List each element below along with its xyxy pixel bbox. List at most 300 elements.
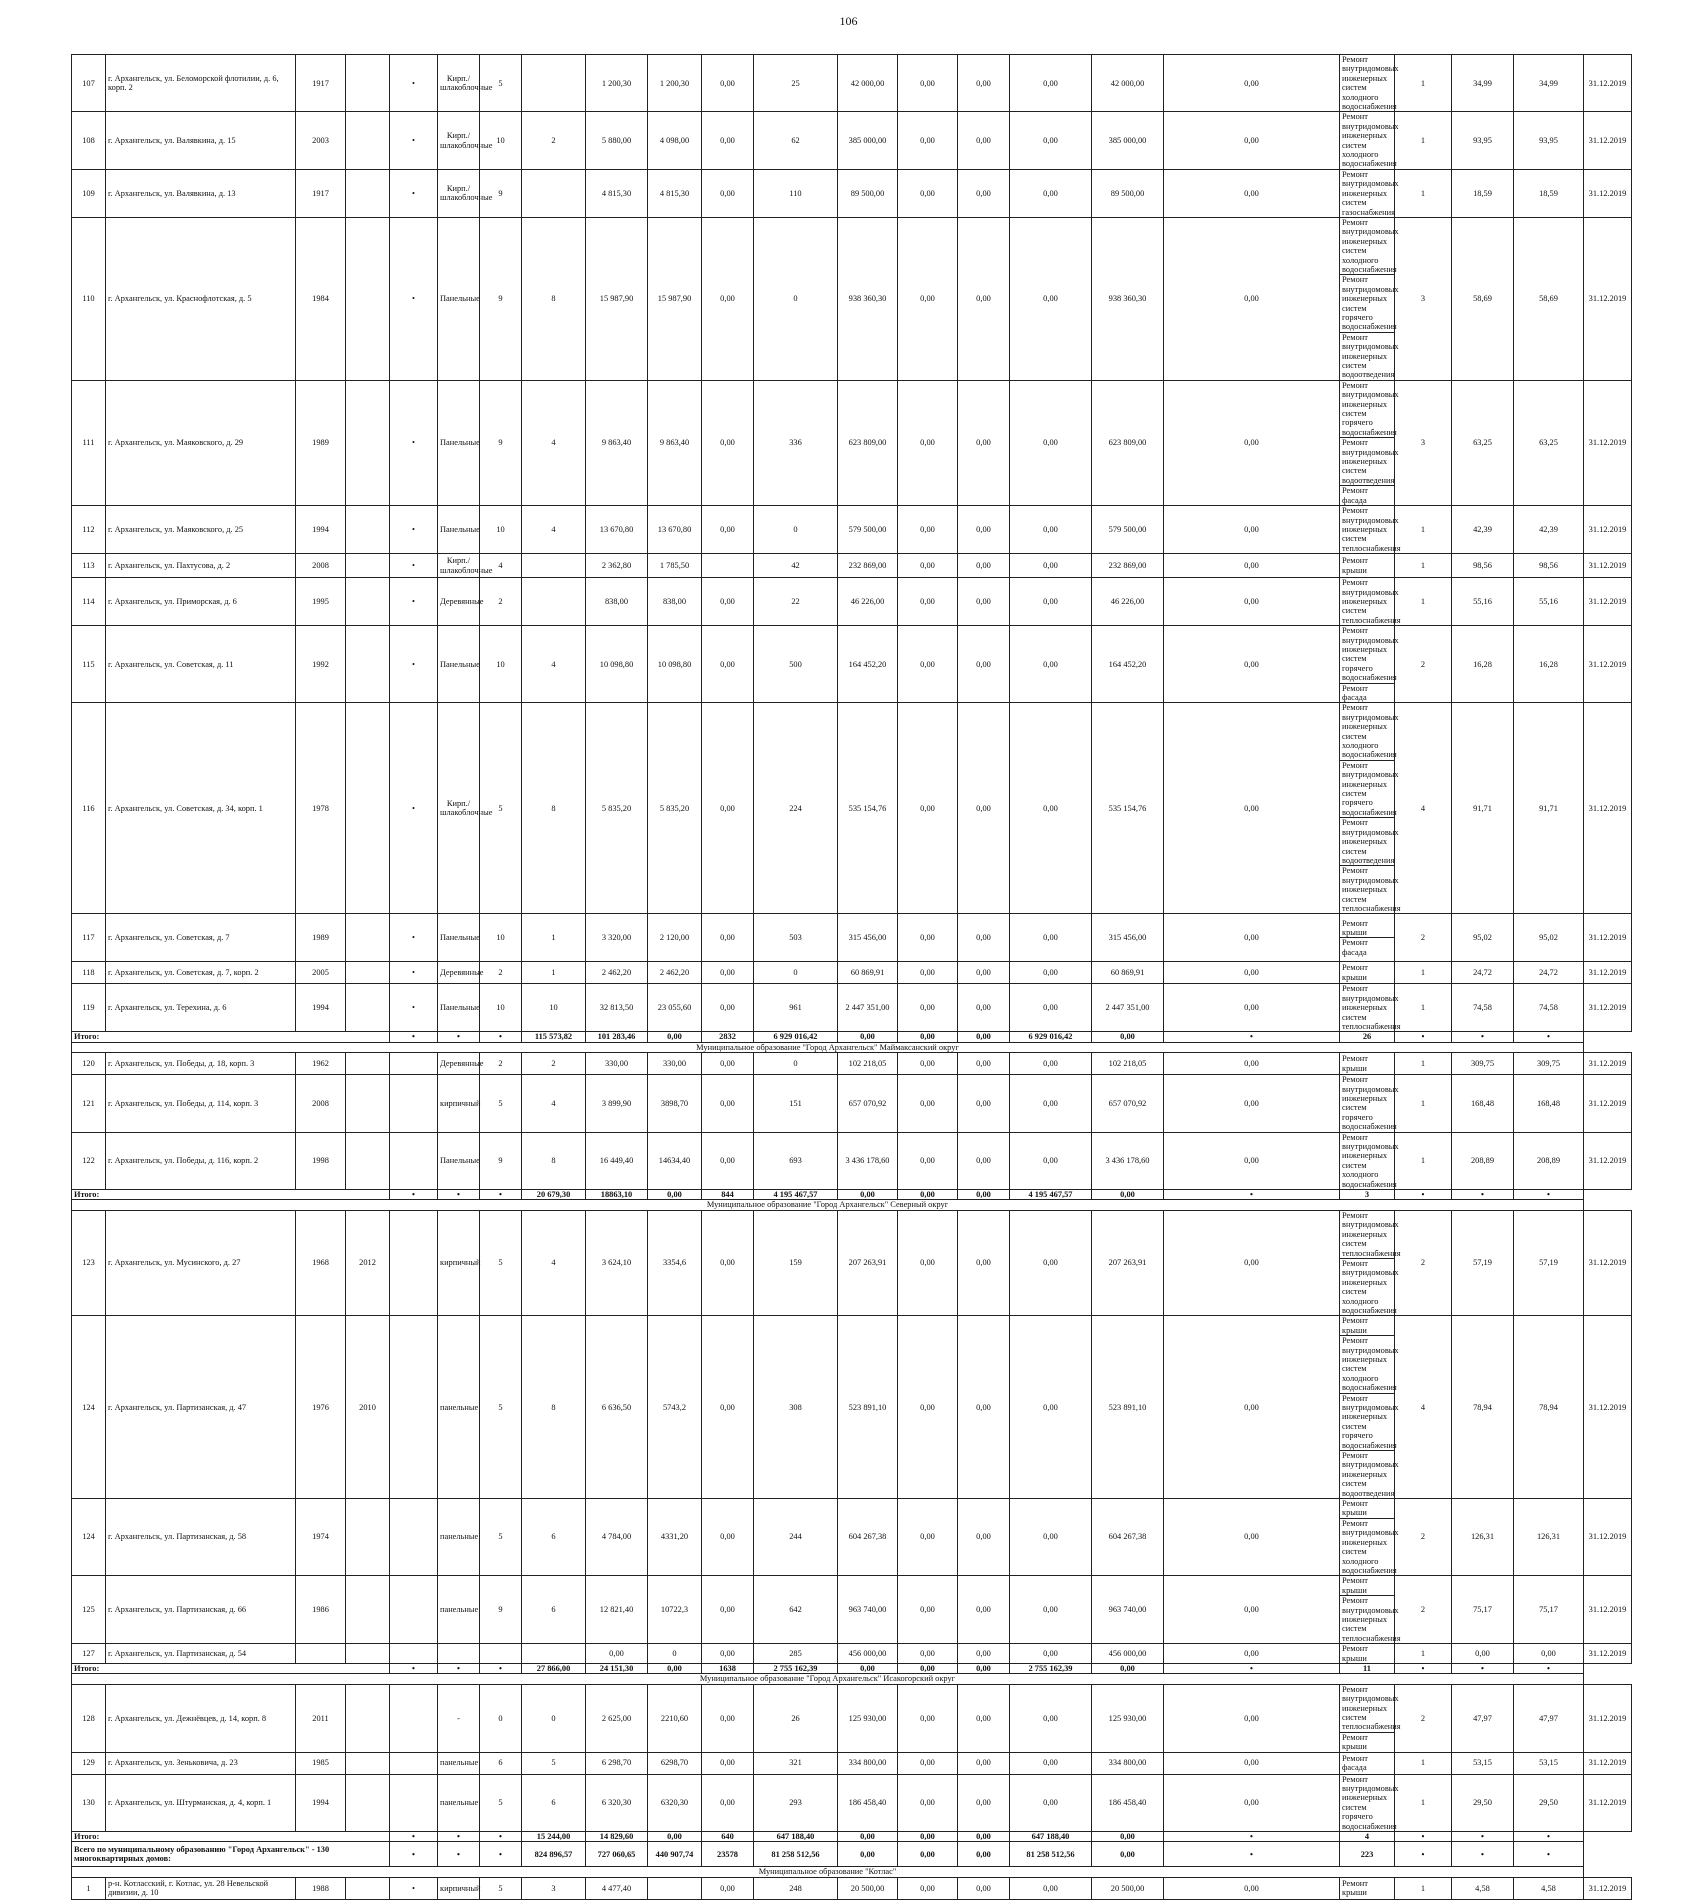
work-item: Ремонт крыши xyxy=(1342,1576,1368,1595)
work-item: Ремонт крыши xyxy=(1342,963,1368,982)
max-unit-cost-cell: 24,72 xyxy=(1514,962,1584,984)
row-number: 120 xyxy=(72,1053,106,1075)
marker-cell: • xyxy=(390,554,438,578)
row-number: 127 xyxy=(72,1644,106,1664)
total-cell-p: 1638 xyxy=(702,1663,754,1673)
row-number: 110 xyxy=(72,217,106,380)
residential-area-cell: 5743,2 xyxy=(648,1316,702,1499)
work-item: Ремонт внутридомовых инженерных систем холодного водоснабжения xyxy=(1342,1336,1399,1393)
table-row xyxy=(72,1075,1632,1132)
municipal-area-cell: 0,00 xyxy=(702,217,754,380)
municipal-area-cell xyxy=(702,554,754,578)
work-types-cell xyxy=(1340,1053,1395,1075)
municipal-area-cell: 0,00 xyxy=(702,703,754,914)
municipal-area-cell: 0,00 xyxy=(702,1877,754,1899)
unit-cost-cell: 16,28 xyxy=(1452,626,1514,703)
residential-area-cell: 2 462,20 xyxy=(648,962,702,984)
year-reconstruction-cell xyxy=(346,112,390,169)
cost-local-cell: 0,00 xyxy=(1010,1576,1092,1644)
cost-owners-cell: 60 869,91 xyxy=(1092,962,1164,984)
cost-other-cell: 0,00 xyxy=(1164,984,1340,1032)
work-types-cell xyxy=(1340,1684,1401,1752)
unit-cost-cell: 208,89 xyxy=(1452,1132,1514,1189)
year-built-cell: 1976 xyxy=(296,1316,346,1499)
total-cell-en: • xyxy=(480,1032,522,1042)
work-types-cell xyxy=(1340,169,1399,217)
total-cell-c6: 0,00 xyxy=(1092,1190,1164,1200)
total-cell-c6: 0,00 xyxy=(1092,1842,1164,1867)
max-unit-cost-cell: 58,69 xyxy=(1514,217,1584,380)
total-area-cell: 1 200,30 xyxy=(586,55,648,112)
row-number: 111 xyxy=(72,380,106,505)
address-cell: г. Архангельск, ул. Советская, д. 11 xyxy=(106,626,296,703)
total-area-cell: 2 462,20 xyxy=(586,962,648,984)
deadline-cell: 31.12.2019 xyxy=(1584,554,1632,578)
entrances-cell: 6 xyxy=(522,1576,586,1644)
marker-cell: • xyxy=(390,217,438,380)
wall-material-cell: Панельные xyxy=(438,380,480,505)
year-built-cell: 1995 xyxy=(296,578,346,626)
residential-area-cell: 10722,3 xyxy=(648,1576,702,1644)
total-area-cell: 13 670,80 xyxy=(586,506,648,554)
floors-cell: 9 xyxy=(480,1132,522,1189)
max-unit-cost-cell: 91,71 xyxy=(1514,703,1584,914)
entrances-cell: 3 xyxy=(522,1877,586,1899)
year-built-cell: 2003 xyxy=(296,112,346,169)
entrances-cell: 4 xyxy=(522,1210,586,1315)
municipal-area-cell: 0,00 xyxy=(702,1132,754,1189)
municipal-area-cell: 0,00 xyxy=(702,1499,754,1576)
deadline-cell: 31.12.2019 xyxy=(1584,1684,1632,1752)
cost-federal-cell: 0,00 xyxy=(898,112,958,169)
total-cell-c1: 6 929 016,42 xyxy=(754,1032,838,1042)
municipality-header xyxy=(72,1042,1632,1052)
cost-total-cell: 60 869,91 xyxy=(838,962,898,984)
floors-cell: 4 xyxy=(480,554,522,578)
municipal-area-cell: 0,00 xyxy=(702,1316,754,1499)
deadline-cell: 31.12.2019 xyxy=(1584,506,1632,554)
max-unit-cost-cell: 18,59 xyxy=(1514,169,1584,217)
entrances-cell: 6 xyxy=(522,1774,586,1831)
deadline-cell: 31.12.2019 xyxy=(1584,112,1632,169)
municipal-area-cell: 0,00 xyxy=(702,55,754,112)
year-built-cell: 2005 xyxy=(296,962,346,984)
marker-cell xyxy=(390,1316,438,1499)
table-body xyxy=(72,55,1632,1900)
total-cell-c2: 0,00 xyxy=(838,1832,898,1842)
entrances-cell xyxy=(522,169,586,217)
total-cell-w: • xyxy=(1164,1032,1340,1042)
cost-total-cell: 456 000,00 xyxy=(838,1644,898,1664)
wall-material-cell: Панельные xyxy=(438,914,480,962)
cost-total-cell: 102 218,05 xyxy=(838,1053,898,1075)
max-unit-cost-cell: 42,39 xyxy=(1514,506,1584,554)
total-cell-fl: • xyxy=(438,1842,480,1867)
year-reconstruction-cell xyxy=(346,984,390,1032)
cost-federal-cell: 0,00 xyxy=(898,1752,958,1774)
residential-area-cell: 4331,20 xyxy=(648,1499,702,1576)
max-unit-cost-cell: 309,75 xyxy=(1514,1053,1584,1075)
total-cell-c4: 0,00 xyxy=(958,1190,1010,1200)
year-reconstruction-cell xyxy=(346,1752,390,1774)
table-row xyxy=(72,1053,1632,1075)
max-unit-cost-cell: 126,31 xyxy=(1514,1499,1584,1576)
work-item: Ремонт крыши xyxy=(1342,918,1368,937)
deadline-cell: 31.12.2019 xyxy=(1584,1499,1632,1576)
address-cell: г. Архангельск, ул. Маяковского, д. 25 xyxy=(106,506,296,554)
cost-other-cell: 0,00 xyxy=(1164,1684,1340,1752)
marker-cell: • xyxy=(390,578,438,626)
residential-area-cell: 330,00 xyxy=(648,1053,702,1075)
deadline-cell: 31.12.2019 xyxy=(1584,1075,1632,1132)
unit-cost-cell: 91,71 xyxy=(1452,703,1514,914)
cost-regional-cell: 0,00 xyxy=(958,1576,1010,1644)
work-types-cell xyxy=(1340,1075,1399,1132)
work-types-cell xyxy=(1340,1210,1401,1315)
total-cell-c3: 0,00 xyxy=(898,1190,958,1200)
table-row xyxy=(72,1877,1632,1899)
cost-other-cell: 0,00 xyxy=(1164,506,1340,554)
work-count-cell: 1 xyxy=(1395,112,1452,169)
total-cell-d: • xyxy=(1514,1832,1584,1842)
cost-owners-cell: 164 452,20 xyxy=(1092,626,1164,703)
cost-owners-cell: 456 000,00 xyxy=(1092,1644,1164,1664)
row-number: 123 xyxy=(72,1210,106,1315)
cost-owners-cell: 579 500,00 xyxy=(1092,506,1164,554)
cost-total-cell: 42 000,00 xyxy=(838,55,898,112)
cost-regional-cell: 0,00 xyxy=(958,1053,1010,1075)
work-item: Ремонт внутридомовых инженерных систем холодного водоснабжения xyxy=(1342,1132,1399,1189)
residents-cell: 0 xyxy=(754,506,838,554)
wall-material-cell: Кирп./ шлакоблочные xyxy=(438,169,480,217)
total-area-cell: 5 880,00 xyxy=(586,112,648,169)
total-cell-r2: • xyxy=(1452,1032,1514,1042)
total-area-cell: 10 098,80 xyxy=(586,626,648,703)
year-built-cell: 1994 xyxy=(296,984,346,1032)
total-area-cell: 2 362,80 xyxy=(586,554,648,578)
row-number: 124 xyxy=(72,1499,106,1576)
cost-other-cell: 0,00 xyxy=(1164,1752,1340,1774)
floors-cell: 9 xyxy=(480,217,522,380)
cost-other-cell: 0,00 xyxy=(1164,1499,1340,1576)
work-item: Ремонт внутридомовых инженерных систем холодного водоснабжения xyxy=(1342,112,1399,169)
work-item: Ремонт внутридомовых инженерных систем холодного водоснабжения xyxy=(1342,217,1399,274)
total-cell-r1: • xyxy=(1395,1032,1452,1042)
wall-material-cell: Деревянные xyxy=(438,578,480,626)
work-count-cell: 2 xyxy=(1395,1499,1452,1576)
total-cell-fl: • xyxy=(438,1190,480,1200)
work-item: Ремонт фасада xyxy=(1340,485,1394,505)
municipal-area-cell: 0,00 xyxy=(702,380,754,505)
year-built-cell: 2011 xyxy=(296,1684,346,1752)
unit-cost-cell: 78,94 xyxy=(1452,1316,1514,1499)
unit-cost-cell: 42,39 xyxy=(1452,506,1514,554)
entrances-cell: 10 xyxy=(522,984,586,1032)
cost-total-cell: 535 154,76 xyxy=(838,703,898,914)
cost-total-cell: 623 809,00 xyxy=(838,380,898,505)
cost-owners-cell: 125 930,00 xyxy=(1092,1684,1164,1752)
work-types-cell xyxy=(1340,1644,1395,1664)
total-cell-c3: 0,00 xyxy=(898,1832,958,1842)
table-row xyxy=(72,578,1632,626)
deadline-cell: 31.12.2019 xyxy=(1584,962,1632,984)
work-item: Ремонт внутридомовых инженерных систем теплоснабжения xyxy=(1342,866,1401,913)
unit-cost-cell: 29,50 xyxy=(1452,1774,1514,1831)
total-cell-c5: 4 195 467,57 xyxy=(1010,1190,1092,1200)
total-area-cell: 838,00 xyxy=(586,578,648,626)
cost-regional-cell: 0,00 xyxy=(958,1499,1010,1576)
address-cell: г. Архангельск, ул. Партизанская, д. 54 xyxy=(106,1644,296,1664)
total-cell-c5: 2 755 162,39 xyxy=(1010,1663,1092,1673)
cost-federal-cell: 0,00 xyxy=(898,1075,958,1132)
cost-other-cell: 0,00 xyxy=(1164,380,1340,505)
table-row xyxy=(72,703,1632,914)
entrances-cell: 6 xyxy=(522,1499,586,1576)
entrances-cell: 8 xyxy=(522,1132,586,1189)
work-types-cell xyxy=(1340,1877,1395,1899)
municipal-area-cell: 0,00 xyxy=(702,984,754,1032)
unit-cost-cell: 18,59 xyxy=(1452,169,1514,217)
total-cell-c5: 647 188,40 xyxy=(1010,1832,1092,1842)
cost-regional-cell: 0,00 xyxy=(958,169,1010,217)
residential-area-cell: 3354,6 xyxy=(648,1210,702,1315)
year-built-cell: 1989 xyxy=(296,380,346,505)
year-reconstruction-cell xyxy=(346,914,390,962)
floors-cell: 5 xyxy=(480,703,522,914)
work-types-cell xyxy=(1340,1316,1399,1499)
cost-federal-cell: 0,00 xyxy=(898,169,958,217)
cost-regional-cell: 0,00 xyxy=(958,626,1010,703)
year-reconstruction-cell xyxy=(346,169,390,217)
cost-federal-cell: 0,00 xyxy=(898,984,958,1032)
residential-area-cell: 15 987,90 xyxy=(648,217,702,380)
unit-cost-cell: 93,95 xyxy=(1452,112,1514,169)
cost-local-cell: 0,00 xyxy=(1010,1499,1092,1576)
municipality-title: Муниципальное образование "Город Архангельск" Исакогорский округ xyxy=(72,1674,1584,1684)
entrances-cell: 8 xyxy=(522,217,586,380)
work-count-cell: 1 xyxy=(1395,1774,1452,1831)
floors-cell: 5 xyxy=(480,55,522,112)
residents-cell: 110 xyxy=(754,169,838,217)
floors-cell: 0 xyxy=(480,1684,522,1752)
wall-material-cell: Кирп./ шлакоблочные xyxy=(438,703,480,914)
work-types-cell xyxy=(1340,962,1395,984)
cost-other-cell: 0,00 xyxy=(1164,962,1340,984)
table-row xyxy=(72,1132,1632,1189)
work-item: Ремонт фасада xyxy=(1340,683,1394,703)
address-cell: г. Архангельск, ул. Мусинского, д. 27 xyxy=(106,1210,296,1315)
total-area-cell: 16 449,40 xyxy=(586,1132,648,1189)
cost-regional-cell: 0,00 xyxy=(958,506,1010,554)
residential-area-cell: 0 xyxy=(648,1644,702,1664)
total-cell-d: • xyxy=(1514,1663,1584,1673)
table-row xyxy=(72,380,1632,505)
residents-cell: 285 xyxy=(754,1644,838,1664)
cost-owners-cell: 46 226,00 xyxy=(1092,578,1164,626)
entrances-cell xyxy=(522,554,586,578)
housing-repair-table xyxy=(71,54,1632,1900)
total-cell-mat: • xyxy=(390,1663,438,1673)
cost-local-cell: 0,00 xyxy=(1010,1053,1092,1075)
total-cell-a1: 824 896,57 xyxy=(522,1842,586,1867)
cost-federal-cell: 0,00 xyxy=(898,1576,958,1644)
wall-material-cell: Кирп./ шлакоблочные xyxy=(438,112,480,169)
work-item: Ремонт внутридомовых инженерных систем теплоснабжения xyxy=(1342,1596,1401,1643)
wall-material-cell: кирпичный xyxy=(438,1075,480,1132)
municipal-area-cell: 0,00 xyxy=(702,1576,754,1644)
entrances-cell: 0 xyxy=(522,1684,586,1752)
total-area-cell: 32 813,50 xyxy=(586,984,648,1032)
grand-total-row xyxy=(72,1842,1632,1867)
year-built-cell: 2008 xyxy=(296,1075,346,1132)
row-number: 108 xyxy=(72,112,106,169)
entrances-cell xyxy=(522,1644,586,1664)
deadline-cell: 31.12.2019 xyxy=(1584,1644,1632,1664)
total-cell-d: • xyxy=(1514,1190,1584,1200)
row-number: 124 xyxy=(72,1316,106,1499)
residential-area-cell: 4 098,00 xyxy=(648,112,702,169)
deadline-cell: 31.12.2019 xyxy=(1584,55,1632,112)
cost-total-cell: 164 452,20 xyxy=(838,626,898,703)
cost-other-cell: 0,00 xyxy=(1164,112,1340,169)
municipal-area-cell: 0,00 xyxy=(702,1774,754,1831)
total-cell-c2: 0,00 xyxy=(838,1842,898,1867)
max-unit-cost-cell: 4,58 xyxy=(1514,1877,1584,1899)
wall-material-cell: Деревянные xyxy=(438,1053,480,1075)
year-built-cell: 1968 xyxy=(296,1210,346,1315)
cost-regional-cell: 0,00 xyxy=(958,1210,1010,1315)
work-count-cell: 1 xyxy=(1395,1752,1452,1774)
cost-total-cell: 604 267,38 xyxy=(838,1499,898,1576)
municipal-area-cell: 0,00 xyxy=(702,962,754,984)
address-cell: г. Архангельск, ул. Маяковского, д. 29 xyxy=(106,380,296,505)
work-item: Ремонт фасада xyxy=(1342,1753,1368,1773)
max-unit-cost-cell: 57,19 xyxy=(1514,1210,1584,1315)
marker-cell xyxy=(390,1132,438,1189)
work-item: Ремонт внутридомовых инженерных систем холодного водоснабжения xyxy=(1342,1518,1399,1575)
total-area-cell: 3 899,90 xyxy=(586,1075,648,1132)
total-area-cell: 3 624,10 xyxy=(586,1210,648,1315)
total-cell-r2: • xyxy=(1452,1663,1514,1673)
cost-total-cell: 385 000,00 xyxy=(838,112,898,169)
residential-area-cell: 9 863,40 xyxy=(648,380,702,505)
cost-federal-cell: 0,00 xyxy=(898,1684,958,1752)
residents-cell: 0 xyxy=(754,962,838,984)
cost-other-cell: 0,00 xyxy=(1164,1210,1340,1315)
cost-federal-cell: 0,00 xyxy=(898,1774,958,1831)
municipal-area-cell: 0,00 xyxy=(702,1210,754,1315)
cost-federal-cell: 0,00 xyxy=(898,1644,958,1664)
year-reconstruction-cell xyxy=(346,703,390,914)
work-item: Ремонт внутридомовых инженерных систем водоотведения xyxy=(1342,818,1399,865)
cost-total-cell: 125 930,00 xyxy=(838,1684,898,1752)
deadline-cell: 31.12.2019 xyxy=(1584,703,1632,914)
year-reconstruction-cell: 2010 xyxy=(346,1316,390,1499)
entrances-cell: 4 xyxy=(522,506,586,554)
cost-owners-cell: 207 263,91 xyxy=(1092,1210,1164,1315)
total-cell-w: • xyxy=(1164,1663,1340,1673)
residential-area-cell: 2 120,00 xyxy=(648,914,702,962)
max-unit-cost-cell: 47,97 xyxy=(1514,1684,1584,1752)
address-cell: г. Архангельск, ул. Победы, д. 116, корп. 2 xyxy=(106,1132,296,1189)
cost-other-cell: 0,00 xyxy=(1164,1132,1340,1189)
max-unit-cost-cell: 75,17 xyxy=(1514,1576,1584,1644)
total-cell-a2: 727 060,65 xyxy=(586,1842,648,1867)
cost-other-cell: 0,00 xyxy=(1164,1316,1340,1499)
total-cell-a3: 0,00 xyxy=(648,1032,702,1042)
total-cell-c2: 0,00 xyxy=(838,1663,898,1673)
row-number: 113 xyxy=(72,554,106,578)
residents-cell: 151 xyxy=(754,1075,838,1132)
work-count-cell: 1 xyxy=(1395,1132,1452,1189)
cost-local-cell: 0,00 xyxy=(1010,554,1092,578)
work-item: Ремонт внутридомовых инженерных систем теплоснабжения xyxy=(1342,578,1401,625)
table-row xyxy=(72,169,1632,217)
total-label: Итого: xyxy=(72,1663,390,1673)
max-unit-cost-cell: 78,94 xyxy=(1514,1316,1584,1499)
total-cell-k: 223 xyxy=(1340,1842,1395,1867)
work-types-cell xyxy=(1340,1774,1399,1831)
municipality-header xyxy=(72,1200,1632,1210)
total-cell-c6: 0,00 xyxy=(1092,1032,1164,1042)
floors-cell: 5 xyxy=(480,1877,522,1899)
cost-total-cell: 963 740,00 xyxy=(838,1576,898,1644)
total-cell-a1: 15 244,00 xyxy=(522,1832,586,1842)
floors-cell: 2 xyxy=(480,1053,522,1075)
year-reconstruction-cell xyxy=(346,1774,390,1831)
total-cell-mat: • xyxy=(390,1032,438,1042)
residential-area-cell xyxy=(648,1877,702,1899)
cost-local-cell: 0,00 xyxy=(1010,380,1092,505)
wall-material-cell: Панельные xyxy=(438,506,480,554)
floors-cell: 9 xyxy=(480,169,522,217)
work-item: Ремонт внутридомовых инженерных систем горячего водоснабжения xyxy=(1342,1075,1399,1132)
cost-total-cell: 334 800,00 xyxy=(838,1752,898,1774)
cost-federal-cell: 0,00 xyxy=(898,1499,958,1576)
residents-cell: 336 xyxy=(754,380,838,505)
wall-material-cell: Кирп./ шлакоблочные xyxy=(438,55,480,112)
work-item: Ремонт внутридомовых инженерных систем горячего водоснабжения xyxy=(1342,1774,1399,1831)
cost-regional-cell: 0,00 xyxy=(958,380,1010,505)
floors-cell: 10 xyxy=(480,626,522,703)
year-reconstruction-cell xyxy=(346,1499,390,1576)
floors-cell: 10 xyxy=(480,112,522,169)
residential-area-cell: 13 670,80 xyxy=(648,506,702,554)
municipality-title: Муниципальное образование "Котлас" xyxy=(72,1867,1584,1877)
row-number: 107 xyxy=(72,55,106,112)
municipal-area-cell: 0,00 xyxy=(702,112,754,169)
wall-material-cell: Деревянные xyxy=(438,962,480,984)
cost-federal-cell: 0,00 xyxy=(898,1316,958,1499)
cost-federal-cell: 0,00 xyxy=(898,554,958,578)
cost-local-cell: 0,00 xyxy=(1010,578,1092,626)
cost-federal-cell: 0,00 xyxy=(898,55,958,112)
work-item: Ремонт внутридомовых инженерных систем холодного водоснабжения xyxy=(1342,1258,1399,1315)
cost-federal-cell: 0,00 xyxy=(898,962,958,984)
table-row xyxy=(72,1210,1632,1315)
cost-total-cell: 315 456,00 xyxy=(838,914,898,962)
cost-local-cell: 0,00 xyxy=(1010,1752,1092,1774)
total-area-cell: 4 815,30 xyxy=(586,169,648,217)
cost-owners-cell: 3 436 178,60 xyxy=(1092,1132,1164,1189)
cost-owners-cell: 623 809,00 xyxy=(1092,380,1164,505)
cost-owners-cell: 657 070,92 xyxy=(1092,1075,1164,1132)
row-number: 117 xyxy=(72,914,106,962)
total-cell-en: • xyxy=(480,1842,522,1867)
residents-cell: 159 xyxy=(754,1210,838,1315)
year-built-cell: 1974 xyxy=(296,1499,346,1576)
year-built-cell: 1984 xyxy=(296,217,346,380)
